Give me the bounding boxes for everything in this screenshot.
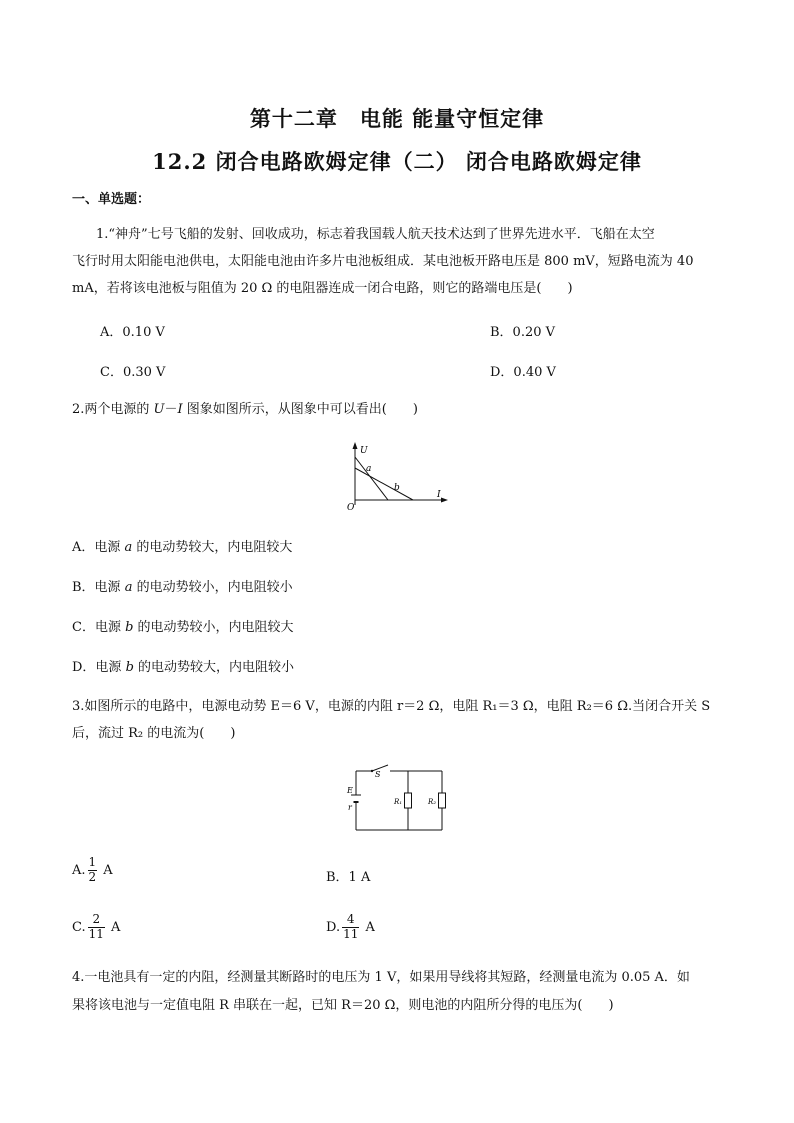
q3-option-d-num: 4 [342,913,359,928]
lesson-title: 12.2 闭合电路欧姆定律（二） 闭合电路欧姆定律 [152,149,642,174]
q3-line2: 后，流过 R₂ 的电流为( ) [72,726,236,741]
graph-y-arrow [353,442,358,449]
q2-option-b-prefix: B．电源 [72,580,125,595]
q1-option-b[interactable]: B．0.20 V [490,325,556,340]
q3-option-a-den: 2 [88,869,97,884]
q4-line2: 果将该电池与一定值电阻 R 串联在一起，已知 R＝20 Ω，则电池的内阻所分得的电压为( ) [72,998,614,1013]
label-r1: R₁ [394,798,403,806]
label-internal: r [348,803,352,812]
q2-option-d[interactable] [72,656,294,675]
label-emf: E [347,786,353,795]
q3-option-d-den: 11 [343,926,359,941]
q3-option-c[interactable] [72,913,120,942]
circuit-diagram [342,764,452,834]
q3-option-d-fraction [342,913,359,942]
q2-option-c-prefix: C．电源 [72,620,126,635]
graph-label-a: a [366,464,372,474]
ui-graph-figure [340,440,460,515]
q2-stem-suffix: 图象如图所示，从图象中可以看出( ) [182,402,418,417]
chapter-title: 第十二章 电能 能量守恒定律 [249,106,545,131]
q3-option-c-den: 11 [88,926,104,941]
q2-option-a-suffix: 的电动势较大，内电阻较大 [132,540,293,555]
q2-stem [72,396,418,424]
q3-option-a-num: 1 [88,855,97,869]
graph-line-a [355,457,388,500]
graph-label-origin: O [347,503,355,513]
q3-option-d-unit: A [361,919,375,935]
section-label: 一、单选题： [72,192,151,207]
q2-option-a-prefix: A．电源 [72,540,125,555]
q2-option-d-var: b [125,660,134,675]
q1-line3: mA，若将该电池板与阻值为 20 Ω 的电阻器连成一闭合电路，则它的路端电压是( ) [72,281,573,296]
q2-option-d-prefix: D．电源 [72,660,126,675]
q1-option-d[interactable]: D．0.40 V [490,365,556,380]
q3-option-c-fraction [88,913,105,942]
q3-option-c-letter: C. [72,919,86,935]
q4-line1: 4.一电池具有一定的内阻，经测量其断路时的电压为 1 V，如果用导线将其短路，经测量电流为 0.05 A．如 [72,970,690,985]
resistor-r1 [405,793,412,808]
q3-option-a-unit: A [99,862,113,878]
q1-option-a[interactable]: A．0.10 V [100,325,165,340]
switch-pivot [371,770,373,772]
q1-line2: 飞行时用太阳能电池供电，太阳能电池由许多片电池板组成．某电池板开路电压是 800 mV，短路电流为 40 [72,254,694,269]
q2-option-c-suffix: 的电动势较小，内电阻较大 [133,620,294,635]
q2-option-b[interactable] [72,576,293,595]
q2-stem-dash: － [164,402,178,417]
q2-stem-i: I [177,402,183,417]
graph-label-u: U [360,446,368,456]
q2-option-c[interactable] [72,616,294,635]
q2-option-c-var: b [125,620,134,635]
graph-label-i: I [437,490,441,500]
label-r2: R₂ [428,798,437,806]
q2-option-b-suffix: 的电动势较小，内电阻较小 [132,580,293,595]
graph-label-b: b [394,483,400,493]
q2-option-b-var: a [124,580,133,595]
q2-option-d-suffix: 的电动势较大，内电阻较小 [133,660,295,675]
q1-option-c[interactable]: C．0.30 V [100,365,166,380]
q2-option-a-var: a [124,540,133,555]
q3-option-a-letter: A. [72,862,86,878]
q3-line1: 3.如图所示的电路中，电源电动势 E＝6 V，电源的内阻 r＝2 Ω，电阻 R₁＝3 Ω，电阻 R₂＝6 Ω.当闭合开关 S [72,699,711,714]
q2-option-a[interactable] [72,536,292,555]
label-switch: S [375,770,381,779]
q3-option-a[interactable] [72,856,113,885]
q3-option-d-letter: D. [326,919,341,935]
q1-line1: 1.“神舟”七号飞船的发射、回收成功，标志着我国载人航天技术达到了世界先进水平．飞船在太空 [96,227,655,242]
q3-option-b[interactable]: B．1 A [326,870,371,885]
q3-option-c-num: 2 [88,913,105,928]
q3-option-d[interactable] [326,913,375,942]
resistor-r2 [439,793,446,808]
q3-option-c-unit: A [106,919,121,935]
q2-stem-prefix: 2.两个电源的 [72,402,154,417]
graph-x-arrow [441,498,448,503]
q3-option-a-fraction [88,856,98,885]
q2-stem-u: U [153,402,165,417]
